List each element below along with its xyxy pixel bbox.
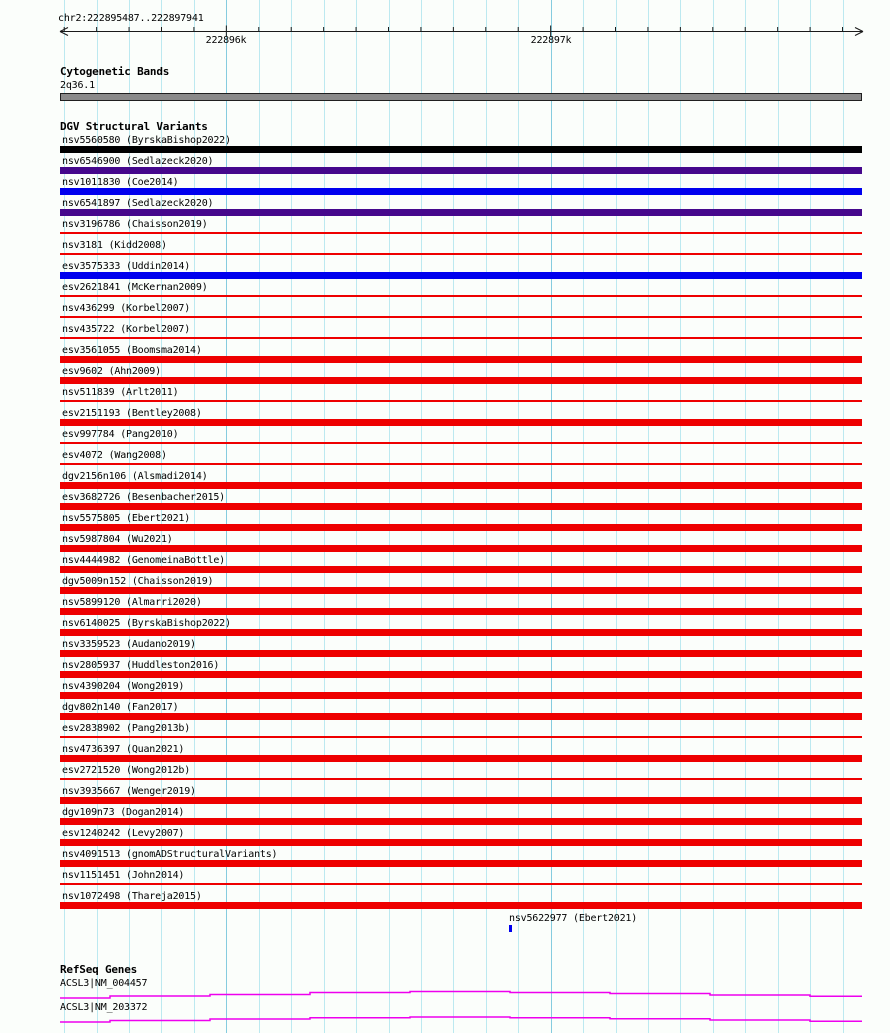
gene-line[interactable] (60, 992, 862, 999)
cytobands-section-title: Cytogenetic Bands (60, 65, 170, 78)
gene-label[interactable]: ACSL3|NM_203372 (60, 1002, 148, 1013)
refseq-section-title: RefSeq Genes (60, 963, 138, 976)
variant-label[interactable]: dgv802n140 (Fan2017) (62, 702, 179, 713)
variant-label[interactable]: nsv6140025 (ByrskaBishop2022) (62, 618, 231, 629)
variant-label[interactable]: nsv436299 (Korbel2007) (62, 303, 191, 314)
variant-label[interactable]: esv997784 (Pang2010) (62, 429, 179, 440)
variant-label[interactable]: nsv4736397 (Quan2021) (62, 744, 185, 755)
variant-label[interactable]: esv2151193 (Bentley2008) (62, 408, 202, 419)
variant-label[interactable]: nsv3359523 (Audano2019) (62, 639, 196, 650)
variant-label[interactable]: nsv4390204 (Wong2019) (62, 681, 185, 692)
variant-label[interactable]: nsv6546900 (Sedlazeck2020) (62, 156, 214, 167)
variant-label[interactable]: nsv5987804 (Wu2021) (62, 534, 173, 545)
gene-line[interactable] (60, 1017, 862, 1022)
ruler-tick-label: 222896k (205, 35, 247, 46)
variant-label[interactable]: nsv1072498 (Thareja2015) (62, 891, 202, 902)
variant-label[interactable]: nsv511839 (Arlt2011) (62, 387, 179, 398)
variant-label[interactable]: esv9602 (Ahn2009) (62, 366, 161, 377)
variant-label[interactable]: nsv5622977 (Ebert2021) (509, 913, 638, 924)
variant-label[interactable]: esv4072 (Wang2008) (62, 450, 167, 461)
cytoband-name: 2q36.1 (60, 80, 95, 91)
variant-label[interactable]: dgv5009n152 (Chaisson2019) (62, 576, 214, 587)
variant-label[interactable]: esv2721520 (Wong2012b) (62, 765, 191, 776)
ruler-tick-label: 222897k (530, 35, 572, 46)
variant-label[interactable]: nsv3935667 (Wenger2019) (62, 786, 196, 797)
variant-label[interactable]: nsv2805937 (Huddleston2016) (62, 660, 220, 671)
dgv-section-title: DGV Structural Variants (60, 120, 208, 133)
variant-label[interactable]: nsv435722 (Korbel2007) (62, 324, 191, 335)
variant-label[interactable]: nsv5560580 (ByrskaBishop2022) (62, 135, 231, 146)
variant-label[interactable]: nsv5575805 (Ebert2021) (62, 513, 191, 524)
variant-label[interactable]: nsv4091513 (gnomADStructuralVariants) (62, 849, 278, 860)
variant-label[interactable]: esv1240242 (Levy2007) (62, 828, 185, 839)
gene-label[interactable]: ACSL3|NM_004457 (60, 978, 148, 989)
variant-label[interactable]: esv2621841 (McKernan2009) (62, 282, 208, 293)
variant-label[interactable]: esv3561055 (Boomsma2014) (62, 345, 202, 356)
variant-label[interactable]: nsv3181 (Kidd2008) (62, 240, 167, 251)
variant-label[interactable]: nsv6541897 (Sedlazeck2020) (62, 198, 214, 209)
variant-label[interactable]: esv2838902 (Pang2013b) (62, 723, 191, 734)
variant-label[interactable]: dgv2156n106 (Alsmadi2014) (62, 471, 208, 482)
variant-label[interactable]: nsv1011830 (Coe2014) (62, 177, 179, 188)
variant-label[interactable]: nsv5899120 (Almarri2020) (62, 597, 202, 608)
variant-label[interactable]: nsv1151451 (John2014) (62, 870, 185, 881)
variant-label[interactable]: nsv4444982 (GenomeinaBottle) (62, 555, 225, 566)
variant-label[interactable]: esv3575333 (Uddin2014) (62, 261, 191, 272)
variant-label[interactable]: dgv109n73 (Dogan2014) (62, 807, 185, 818)
variant-label[interactable]: esv3682726 (Besenbacher2015) (62, 492, 225, 503)
variant-label[interactable]: nsv3196786 (Chaisson2019) (62, 219, 208, 230)
region-title: chr2:222895487..222897941 (58, 13, 204, 24)
